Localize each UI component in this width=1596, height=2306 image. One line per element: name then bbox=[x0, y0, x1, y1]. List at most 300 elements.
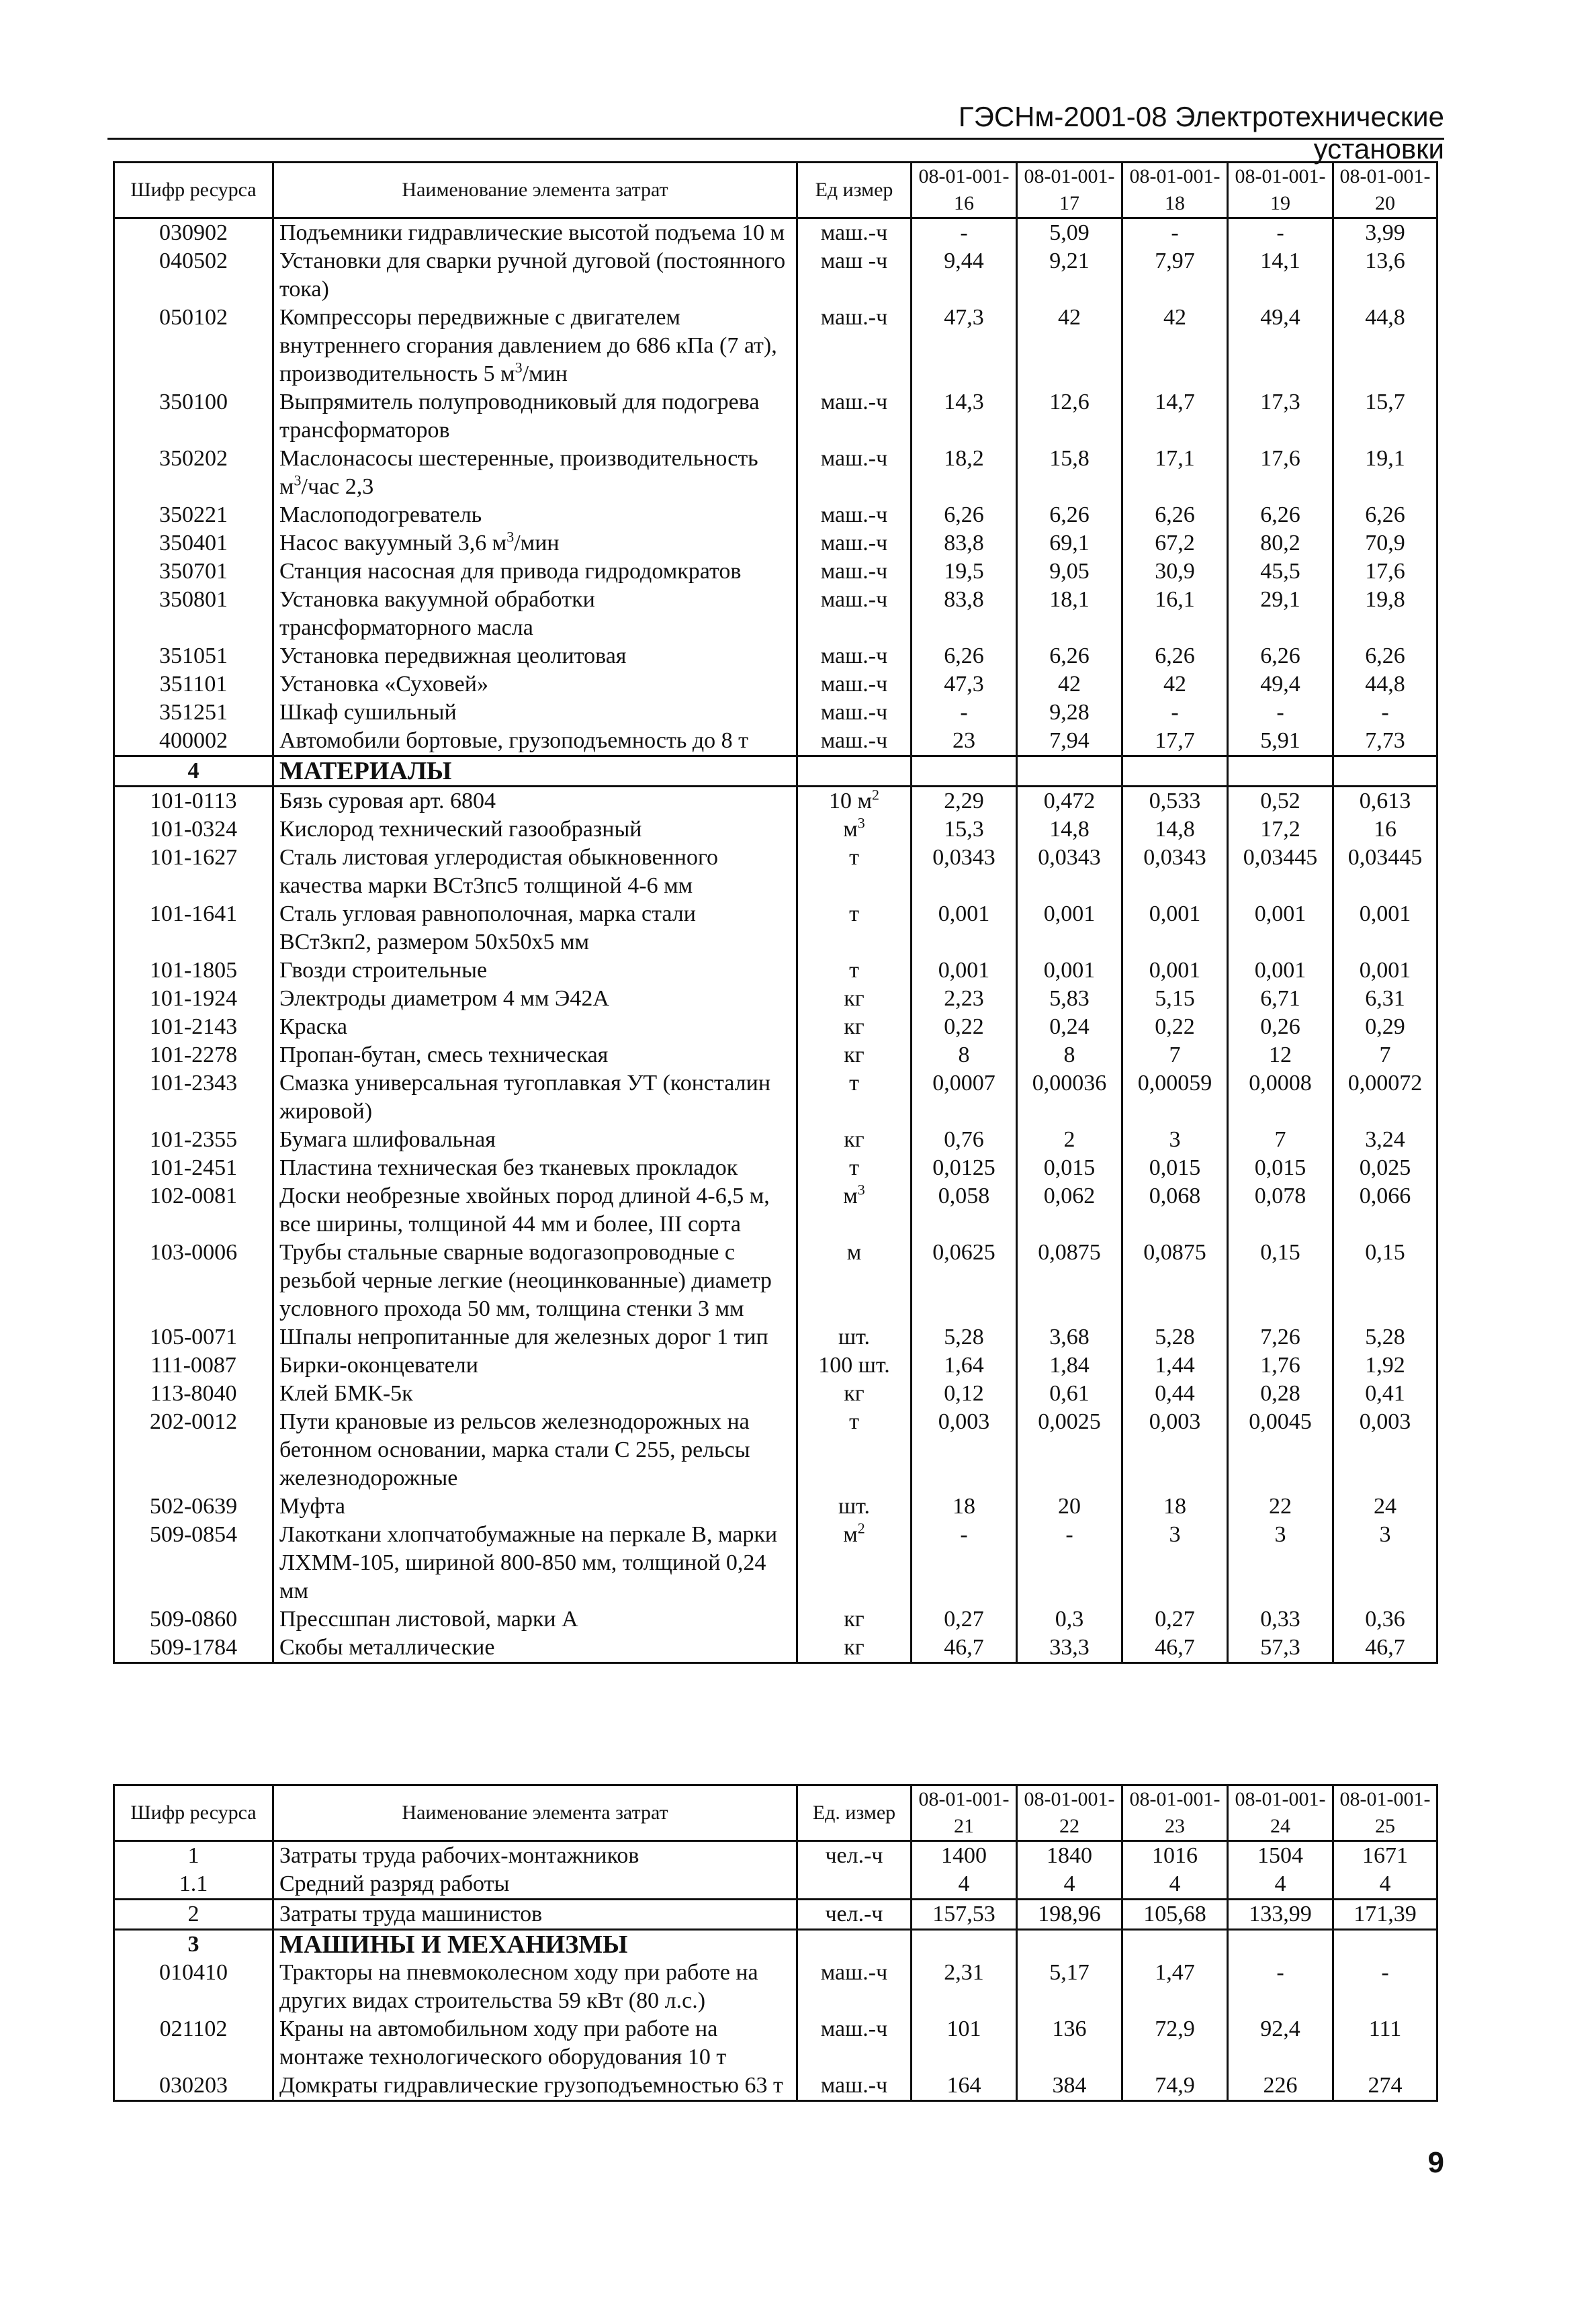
value-cell: 198,96 bbox=[1017, 1900, 1122, 1930]
value-cell: 2,23 bbox=[912, 985, 1017, 1013]
value-cell: 2,31 bbox=[912, 1959, 1017, 2015]
value-cell: 30,9 bbox=[1122, 558, 1228, 586]
resource-code: 350100 bbox=[114, 388, 273, 445]
value-cell: 5,15 bbox=[1122, 985, 1228, 1013]
value-cell: 0,001 bbox=[1017, 957, 1122, 985]
value-cell: 17,3 bbox=[1228, 388, 1333, 445]
value-cell: 12,6 bbox=[1017, 388, 1122, 445]
unit-cell: маш.-ч bbox=[797, 529, 912, 558]
unit-cell: маш.-ч bbox=[797, 304, 912, 388]
value-cell: 7 bbox=[1122, 1041, 1228, 1069]
value-cell bbox=[1122, 1930, 1228, 1959]
value-cell: 14,3 bbox=[912, 388, 1017, 445]
cost-element-name: Сталь угловая равнополочная, марка стали ВСт3кп2, размером 50х50х5 мм bbox=[273, 900, 797, 957]
value-cell: 42 bbox=[1122, 304, 1228, 388]
value-cell: 7 bbox=[1228, 1126, 1333, 1154]
value-cell: 14,8 bbox=[1017, 815, 1122, 844]
cost-element-name: Тракторы на пневмоколесном ходу при работе на других видах строительства 59 кВт (80 л.с.) bbox=[273, 1959, 797, 2015]
cost-element-name: Шкаф сушильный bbox=[273, 699, 797, 727]
value-cell: - bbox=[1333, 699, 1437, 727]
value-cell: 0,001 bbox=[1228, 900, 1333, 957]
value-cell: 4 bbox=[912, 1870, 1017, 1900]
resource-code: 101-2343 bbox=[114, 1069, 273, 1126]
page-number: 9 bbox=[1427, 2146, 1444, 2179]
value-cell: 57,3 bbox=[1228, 1634, 1333, 1663]
value-cell: 1504 bbox=[1228, 1841, 1333, 1871]
resource-code: 101-0113 bbox=[114, 787, 273, 816]
value-cell: 0,533 bbox=[1122, 787, 1228, 816]
unit-cell: маш.-ч bbox=[797, 1959, 912, 2015]
unit-cell: маш.-ч bbox=[797, 558, 912, 586]
resource-code: 101-2451 bbox=[114, 1154, 273, 1182]
table-row bbox=[114, 247, 1437, 304]
table-row bbox=[114, 304, 1437, 388]
resource-code: 103-0006 bbox=[114, 1239, 273, 1323]
value-cell: 0,26 bbox=[1228, 1013, 1333, 1041]
value-cell: 42 bbox=[1017, 670, 1122, 699]
value-cell: 47,3 bbox=[912, 304, 1017, 388]
table-row bbox=[114, 1154, 1437, 1182]
value-cell: 1,64 bbox=[912, 1351, 1017, 1380]
value-cell: 0,44 bbox=[1122, 1380, 1228, 1408]
cost-element-name: Смазка универсальная тугоплавкая УТ (консталин жировой) bbox=[273, 1069, 797, 1126]
value-cell: 0,00059 bbox=[1122, 1069, 1228, 1126]
value-cell: 69,1 bbox=[1017, 529, 1122, 558]
value-cell: 14,7 bbox=[1122, 388, 1228, 445]
cost-element-name: Установка вакуумной обработки трансформаторного масла bbox=[273, 586, 797, 642]
value-cell: 8 bbox=[912, 1041, 1017, 1069]
resource-table-2 bbox=[113, 1784, 1438, 2102]
table-row bbox=[114, 1182, 1437, 1239]
unit-cell: т bbox=[797, 900, 912, 957]
unit-cell: $м^3$ bbox=[797, 1182, 912, 1239]
value-cell: 42 bbox=[1017, 304, 1122, 388]
value-cell: 18,2 bbox=[912, 445, 1017, 501]
resource-code: 030203 bbox=[114, 2072, 273, 2101]
value-cell: 0,33 bbox=[1228, 1605, 1333, 1634]
cost-element-name: Бирки-оконцеватели bbox=[273, 1351, 797, 1380]
value-cell: - bbox=[1017, 1521, 1122, 1605]
unit-cell: кг bbox=[797, 1126, 912, 1154]
resource-code: 350401 bbox=[114, 529, 273, 558]
value-cell: 0,0125 bbox=[912, 1154, 1017, 1182]
value-cell: 5,83 bbox=[1017, 985, 1122, 1013]
value-cell: 0,078 bbox=[1228, 1182, 1333, 1239]
value-cell: 7,94 bbox=[1017, 727, 1122, 756]
resource-code: 102-0081 bbox=[114, 1182, 273, 1239]
unit-cell: маш.-ч bbox=[797, 699, 912, 727]
value-cell: 6,26 bbox=[1122, 642, 1228, 670]
value-cell: 0,015 bbox=[1017, 1154, 1122, 1182]
value-cell: 13,6 bbox=[1333, 247, 1437, 304]
value-cell: 0,0343 bbox=[912, 844, 1017, 900]
table-body bbox=[114, 218, 1437, 1663]
value-cell: 42 bbox=[1122, 670, 1228, 699]
value-cell: 0,27 bbox=[912, 1605, 1017, 1634]
resource-code: 351251 bbox=[114, 699, 273, 727]
value-cell: 0,068 bbox=[1122, 1182, 1228, 1239]
resource-code: 101-1627 bbox=[114, 844, 273, 900]
value-cell: 1,76 bbox=[1228, 1351, 1333, 1380]
cost-element-name: МАТЕРИАЛЫ bbox=[273, 756, 797, 787]
resource-code: 101-1924 bbox=[114, 985, 273, 1013]
table-row bbox=[114, 1959, 1437, 2015]
table-row bbox=[114, 1351, 1437, 1380]
value-cell: 1016 bbox=[1122, 1841, 1228, 1871]
value-cell: 0,22 bbox=[912, 1013, 1017, 1041]
value-cell: 6,26 bbox=[912, 642, 1017, 670]
table-row bbox=[114, 1239, 1437, 1323]
table-row bbox=[114, 1900, 1437, 1930]
value-cell: 0,058 bbox=[912, 1182, 1017, 1239]
cost-element-name: Компрессоры передвижные с двигателем внутреннего сгорания давлением до 686 кПа (7 ат), производительность 5 $м^3$/мин bbox=[273, 304, 797, 388]
value-cell bbox=[1017, 756, 1122, 787]
resource-code: 351051 bbox=[114, 642, 273, 670]
value-cell: 0,24 bbox=[1017, 1013, 1122, 1041]
resource-code: 101-1805 bbox=[114, 957, 273, 985]
value-cell: - bbox=[1333, 1959, 1437, 2015]
table-row bbox=[114, 642, 1437, 670]
value-cell: 46,7 bbox=[912, 1634, 1017, 1663]
value-cell: 157,53 bbox=[912, 1900, 1017, 1930]
value-cell: 4 bbox=[1122, 1870, 1228, 1900]
value-cell: 3,68 bbox=[1017, 1323, 1122, 1351]
header-col: 08-01-001-21 bbox=[912, 1785, 1017, 1841]
value-cell: - bbox=[1228, 218, 1333, 248]
value-cell: 0,76 bbox=[912, 1126, 1017, 1154]
value-cell: 1,47 bbox=[1122, 1959, 1228, 2015]
table-row bbox=[114, 1634, 1437, 1663]
table-row bbox=[114, 787, 1437, 816]
cost-element-name: Сталь листовая углеродистая обыкновенного качества марки ВСт3пс5 толщиной 4-6 мм bbox=[273, 844, 797, 900]
value-cell: 12 bbox=[1228, 1041, 1333, 1069]
resource-code: 105-0071 bbox=[114, 1323, 273, 1351]
table-row bbox=[114, 1069, 1437, 1126]
header-col: 08-01-001-19 bbox=[1228, 163, 1333, 218]
table-row bbox=[114, 529, 1437, 558]
resource-code: 350202 bbox=[114, 445, 273, 501]
resource-code: 021102 bbox=[114, 2015, 273, 2072]
cost-element-name: Пластина техническая без тканевых прокладок bbox=[273, 1154, 797, 1182]
value-cell: 0,15 bbox=[1228, 1239, 1333, 1323]
value-cell: 7,73 bbox=[1333, 727, 1437, 756]
value-cell: 83,8 bbox=[912, 586, 1017, 642]
resource-code: 351101 bbox=[114, 670, 273, 699]
unit-cell: $м^2$ bbox=[797, 1521, 912, 1605]
unit-cell: маш.-ч bbox=[797, 586, 912, 642]
resource-code: 350801 bbox=[114, 586, 273, 642]
resource-code: 350221 bbox=[114, 501, 273, 529]
value-cell: 74,9 bbox=[1122, 2072, 1228, 2101]
value-cell: 0,12 bbox=[912, 1380, 1017, 1408]
value-cell: 15,7 bbox=[1333, 388, 1437, 445]
header-col: 08-01-001-25 bbox=[1333, 1785, 1437, 1841]
value-cell: 18,1 bbox=[1017, 586, 1122, 642]
cost-element-name: Клей БМК-5к bbox=[273, 1380, 797, 1408]
value-cell: 0,41 bbox=[1333, 1380, 1437, 1408]
header-name: Наименование элемента затрат bbox=[273, 1785, 797, 1841]
value-cell: 67,2 bbox=[1122, 529, 1228, 558]
cost-element-name: Выпрямитель полупроводниковый для подогрева трансформаторов bbox=[273, 388, 797, 445]
unit-cell: 10 $м^2$ bbox=[797, 787, 912, 816]
resource-code: 350701 bbox=[114, 558, 273, 586]
value-cell: 2,29 bbox=[912, 787, 1017, 816]
value-cell: 3,99 bbox=[1333, 218, 1437, 248]
value-cell: 46,7 bbox=[1122, 1634, 1228, 1663]
value-cell: 1,92 bbox=[1333, 1351, 1437, 1380]
value-cell: 22 bbox=[1228, 1493, 1333, 1521]
value-cell: 33,3 bbox=[1017, 1634, 1122, 1663]
resource-code: 113-8040 bbox=[114, 1380, 273, 1408]
resource-code: 400002 bbox=[114, 727, 273, 756]
value-cell: 0,001 bbox=[912, 900, 1017, 957]
cost-element-name: Средний разряд работы bbox=[273, 1870, 797, 1900]
value-cell: 0,015 bbox=[1228, 1154, 1333, 1182]
table-row bbox=[114, 844, 1437, 900]
value-cell: 46,7 bbox=[1333, 1634, 1437, 1663]
resource-code: 509-0860 bbox=[114, 1605, 273, 1634]
value-cell: 47,3 bbox=[912, 670, 1017, 699]
cost-element-name: Домкраты гидравлические грузоподъемностью 63 т bbox=[273, 2072, 797, 2101]
value-cell: 44,8 bbox=[1333, 670, 1437, 699]
unit-cell: шт. bbox=[797, 1493, 912, 1521]
header-unit: Ед измер bbox=[797, 163, 912, 218]
value-cell: 0,52 bbox=[1228, 787, 1333, 816]
value-cell: 5,17 bbox=[1017, 1959, 1122, 2015]
resource-code: 101-1641 bbox=[114, 900, 273, 957]
value-cell: 80,2 bbox=[1228, 529, 1333, 558]
value-cell: 0,0875 bbox=[1122, 1239, 1228, 1323]
value-cell: 0,0875 bbox=[1017, 1239, 1122, 1323]
table-row bbox=[114, 1380, 1437, 1408]
value-cell: 70,9 bbox=[1333, 529, 1437, 558]
value-cell: 0,066 bbox=[1333, 1182, 1437, 1239]
resource-code: 1.1 bbox=[114, 1870, 273, 1900]
value-cell: 9,05 bbox=[1017, 558, 1122, 586]
cost-element-name: Затраты труда рабочих-монтажников bbox=[273, 1841, 797, 1871]
unit-cell: чел.-ч bbox=[797, 1841, 912, 1871]
value-cell: 19,1 bbox=[1333, 445, 1437, 501]
resource-code: 502-0639 bbox=[114, 1493, 273, 1521]
value-cell bbox=[1122, 756, 1228, 787]
value-cell: 0,27 bbox=[1122, 1605, 1228, 1634]
table-row bbox=[114, 445, 1437, 501]
unit-cell: т bbox=[797, 1154, 912, 1182]
resource-code: 2 bbox=[114, 1900, 273, 1930]
header-col: 08-01-001-18 bbox=[1122, 163, 1228, 218]
cost-element-name: Затраты труда машинистов bbox=[273, 1900, 797, 1930]
value-cell bbox=[1017, 1930, 1122, 1959]
resource-code: 050102 bbox=[114, 304, 273, 388]
cost-element-name: Подъемники гидравлические высотой подъема 10 м bbox=[273, 218, 797, 248]
value-cell: 164 bbox=[912, 2072, 1017, 2101]
unit-cell: 100 шт. bbox=[797, 1351, 912, 1380]
value-cell: 133,99 bbox=[1228, 1900, 1333, 1930]
table-body bbox=[114, 1841, 1437, 2101]
value-cell: 0,0025 bbox=[1017, 1408, 1122, 1493]
unit-cell: маш.-ч bbox=[797, 501, 912, 529]
cost-element-name: Бязь суровая арт. 6804 bbox=[273, 787, 797, 816]
table-row bbox=[114, 1408, 1437, 1493]
value-cell bbox=[1333, 756, 1437, 787]
value-cell: 2 bbox=[1017, 1126, 1122, 1154]
value-cell: 6,26 bbox=[1333, 642, 1437, 670]
value-cell: 18 bbox=[1122, 1493, 1228, 1521]
unit-cell: маш.-ч bbox=[797, 2015, 912, 2072]
value-cell: 105,68 bbox=[1122, 1900, 1228, 1930]
table-row bbox=[114, 1013, 1437, 1041]
table-row bbox=[114, 218, 1437, 248]
value-cell: 6,26 bbox=[1122, 501, 1228, 529]
value-cell: 0,0343 bbox=[1017, 844, 1122, 900]
value-cell bbox=[912, 1930, 1017, 1959]
resource-code: 1 bbox=[114, 1841, 273, 1871]
value-cell: 111 bbox=[1333, 2015, 1437, 2072]
value-cell: - bbox=[1228, 699, 1333, 727]
value-cell: 15,8 bbox=[1017, 445, 1122, 501]
header-col: 08-01-001-24 bbox=[1228, 1785, 1333, 1841]
value-cell: 16 bbox=[1333, 815, 1437, 844]
value-cell: 0,03445 bbox=[1228, 844, 1333, 900]
value-cell: 6,26 bbox=[1017, 501, 1122, 529]
unit-cell: кг bbox=[797, 1041, 912, 1069]
value-cell: 0,003 bbox=[1122, 1408, 1228, 1493]
resource-table-1 bbox=[113, 161, 1438, 1664]
value-cell: 1671 bbox=[1333, 1841, 1437, 1871]
section-row bbox=[114, 756, 1437, 787]
cost-element-name: Гвозди строительные bbox=[273, 957, 797, 985]
unit-cell: кг bbox=[797, 1605, 912, 1634]
value-cell: 5,28 bbox=[1122, 1323, 1228, 1351]
table-row bbox=[114, 670, 1437, 699]
resource-code: 3 bbox=[114, 1930, 273, 1959]
value-cell: 0,0625 bbox=[912, 1239, 1017, 1323]
value-cell: 72,9 bbox=[1122, 2015, 1228, 2072]
value-cell: 3 bbox=[1122, 1126, 1228, 1154]
value-cell: 8 bbox=[1017, 1041, 1122, 1069]
value-cell: 226 bbox=[1228, 2072, 1333, 2101]
unit-cell: т bbox=[797, 957, 912, 985]
value-cell: 0,00036 bbox=[1017, 1069, 1122, 1126]
unit-cell: маш.-ч bbox=[797, 388, 912, 445]
value-cell: 0,0008 bbox=[1228, 1069, 1333, 1126]
unit-cell: кг bbox=[797, 985, 912, 1013]
value-cell: 17,1 bbox=[1122, 445, 1228, 501]
value-cell: 0,61 bbox=[1017, 1380, 1122, 1408]
table-row bbox=[114, 1870, 1437, 1900]
cost-element-name: Прессшпан листовой, марки А bbox=[273, 1605, 797, 1634]
value-cell: 29,1 bbox=[1228, 586, 1333, 642]
unit-cell: кг bbox=[797, 1634, 912, 1663]
cost-element-name: Бумага шлифовальная bbox=[273, 1126, 797, 1154]
value-cell: - bbox=[1122, 218, 1228, 248]
value-cell: 0,001 bbox=[1122, 900, 1228, 957]
table-row bbox=[114, 815, 1437, 844]
value-cell: 49,4 bbox=[1228, 670, 1333, 699]
table-row bbox=[114, 1126, 1437, 1154]
resource-code: 101-0324 bbox=[114, 815, 273, 844]
table-row bbox=[114, 985, 1437, 1013]
unit-cell: маш.-ч bbox=[797, 642, 912, 670]
cost-element-name: Краны на автомобильном ходу при работе на монтаже технологического оборудования 10 т bbox=[273, 2015, 797, 2072]
header-code: Шифр ресурса bbox=[114, 163, 273, 218]
value-cell: 15,3 bbox=[912, 815, 1017, 844]
value-cell bbox=[1228, 756, 1333, 787]
value-cell: 0,003 bbox=[1333, 1408, 1437, 1493]
value-cell: 4 bbox=[1017, 1870, 1122, 1900]
unit-cell: т bbox=[797, 1408, 912, 1493]
value-cell bbox=[912, 756, 1017, 787]
value-cell: 0,0045 bbox=[1228, 1408, 1333, 1493]
value-cell: 6,71 bbox=[1228, 985, 1333, 1013]
unit-cell: маш.-ч bbox=[797, 2072, 912, 2101]
cost-element-name: Установки для сварки ручной дуговой (постоянного тока) bbox=[273, 247, 797, 304]
value-cell: 7,97 bbox=[1122, 247, 1228, 304]
value-cell: 0,29 bbox=[1333, 1013, 1437, 1041]
cost-element-name: Маслоподогреватель bbox=[273, 501, 797, 529]
value-cell: 0,062 bbox=[1017, 1182, 1122, 1239]
value-cell: 5,28 bbox=[1333, 1323, 1437, 1351]
value-cell: 0,0343 bbox=[1122, 844, 1228, 900]
unit-cell bbox=[797, 1930, 912, 1959]
unit-cell bbox=[797, 756, 912, 787]
value-cell: 9,21 bbox=[1017, 247, 1122, 304]
cost-element-name: Пути крановые из рельсов железнодорожных на бетонном основании, марка стали С 255, рельсы железнодорожные bbox=[273, 1408, 797, 1493]
header-col: 08-01-001-23 bbox=[1122, 1785, 1228, 1841]
value-cell: 17,6 bbox=[1333, 558, 1437, 586]
cost-element-name: Станция насосная для привода гидродомкратов bbox=[273, 558, 797, 586]
cost-element-name: МАШИНЫ И МЕХАНИЗМЫ bbox=[273, 1930, 797, 1959]
unit-cell: т bbox=[797, 844, 912, 900]
table-row bbox=[114, 727, 1437, 756]
value-cell: 6,26 bbox=[1017, 642, 1122, 670]
value-cell: 14,8 bbox=[1122, 815, 1228, 844]
header-col: 08-01-001-16 bbox=[912, 163, 1017, 218]
cost-element-name: Насос вакуумный 3,6 $м^3$/мин bbox=[273, 529, 797, 558]
value-cell: 92,4 bbox=[1228, 2015, 1333, 2072]
unit-cell: $м^3$ bbox=[797, 815, 912, 844]
value-cell: 3 bbox=[1122, 1521, 1228, 1605]
header-rule bbox=[107, 138, 1444, 140]
page-header-title: ГЭСНм-2001-08 Электротехнические установки bbox=[958, 101, 1444, 165]
value-cell: 0,015 bbox=[1122, 1154, 1228, 1182]
unit-cell: маш.-ч bbox=[797, 727, 912, 756]
value-cell: 6,31 bbox=[1333, 985, 1437, 1013]
unit-cell: кг bbox=[797, 1013, 912, 1041]
value-cell: 1400 bbox=[912, 1841, 1017, 1871]
unit-cell: м bbox=[797, 1239, 912, 1323]
table-row bbox=[114, 2072, 1437, 2101]
table-row bbox=[114, 558, 1437, 586]
value-cell: 0,025 bbox=[1333, 1154, 1437, 1182]
cost-element-name: Электроды диаметром 4 мм Э42А bbox=[273, 985, 797, 1013]
value-cell: 5,28 bbox=[912, 1323, 1017, 1351]
cost-element-name: Шпалы непропитанные для железных дорог 1 тип bbox=[273, 1323, 797, 1351]
value-cell: 1,84 bbox=[1017, 1351, 1122, 1380]
value-cell: 23 bbox=[912, 727, 1017, 756]
value-cell: 17,2 bbox=[1228, 815, 1333, 844]
value-cell: 0,0007 bbox=[912, 1069, 1017, 1126]
value-cell: 0,001 bbox=[1228, 957, 1333, 985]
value-cell: 6,26 bbox=[1228, 501, 1333, 529]
unit-cell: маш.-ч bbox=[797, 670, 912, 699]
value-cell: 83,8 bbox=[912, 529, 1017, 558]
value-cell: 24 bbox=[1333, 1493, 1437, 1521]
value-cell: 45,5 bbox=[1228, 558, 1333, 586]
resource-code: 111-0087 bbox=[114, 1351, 273, 1380]
value-cell: 19,8 bbox=[1333, 586, 1437, 642]
table-row bbox=[114, 1605, 1437, 1634]
